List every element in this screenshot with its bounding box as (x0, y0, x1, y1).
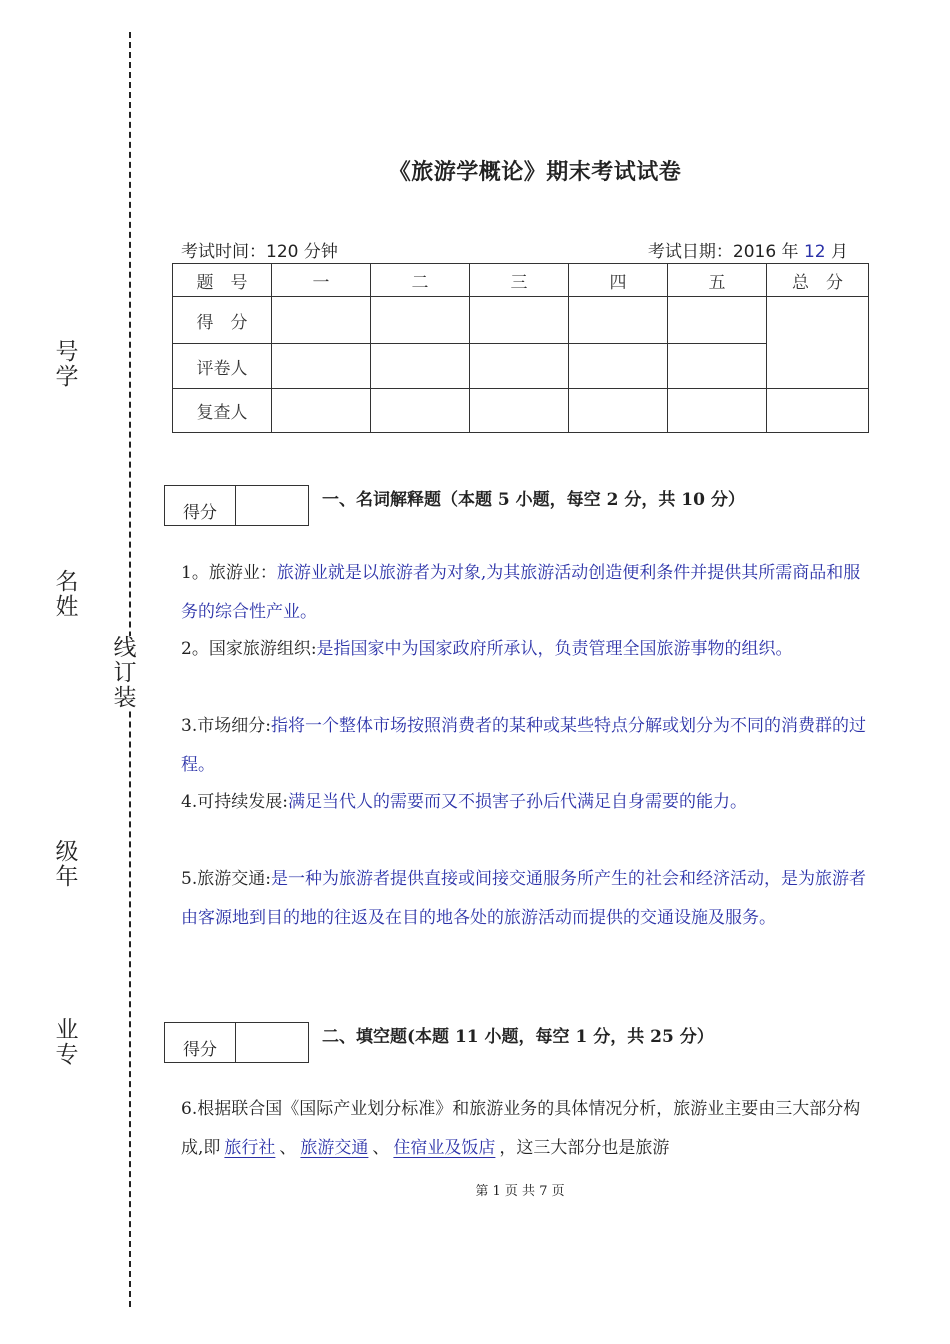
section-score-box (164, 485, 309, 526)
section-2-title: 二、填空题(本题 11 小题，每空 1 分，共 25 分） (322, 1027, 714, 1047)
score-box-value[interactable] (236, 1023, 308, 1062)
header-cell: 四 (569, 264, 668, 297)
definition-term: 5.旅游交通: (181, 869, 271, 889)
definition-term: 3.市场细分: (181, 716, 271, 736)
score-table-row (173, 297, 869, 344)
definition-answer: 满足当代人的需要而又不损害子孙后代满足自身需要的能力。 (287, 792, 747, 812)
score-cell[interactable] (569, 344, 668, 389)
score-box-label: 得分 (165, 486, 236, 525)
score-cell[interactable] (569, 297, 668, 344)
definition-answer: 是指国家中为国家政府所承认，负责管理全国旅游事物的组织。 (316, 639, 793, 659)
score-cell[interactable] (767, 389, 869, 433)
definition-answer: 旅游业就是以旅游者为对象,为其旅游活动创造便利条件并提供其所需商品和服务的综合性产业。 (181, 563, 861, 622)
score-cell[interactable] (272, 389, 371, 433)
exam-date-suffix: 月 (825, 242, 848, 262)
section-score-box (164, 1022, 309, 1063)
question-text: 6.根据联合国《国际产业划分标准》和旅游业务的具体情况分析，旅游业主要由三大部分构成,即 (181, 1099, 861, 1158)
definition-term: 1。旅游业： (181, 563, 277, 583)
score-cell[interactable] (272, 297, 371, 344)
score-cell[interactable] (371, 389, 470, 433)
score-table-row (173, 389, 869, 433)
score-cell[interactable] (470, 389, 569, 433)
definition-item (181, 554, 871, 631)
score-cell[interactable] (371, 344, 470, 389)
score-table (172, 263, 869, 433)
row-label: 评卷人 (173, 344, 272, 389)
score-table-header-row (173, 264, 869, 297)
separator: 、 (372, 1137, 390, 1158)
exam-time: 考试时间：120 分钟 (181, 242, 338, 262)
name-label: 名 姓 (55, 569, 79, 620)
score-cell[interactable] (668, 389, 767, 433)
answer-blank[interactable]: 旅游交通 (300, 1137, 369, 1158)
answer-blank[interactable]: 住宿业及饭店 (393, 1137, 496, 1158)
definition-term: 4.可持续发展: (181, 792, 288, 812)
score-table-row (173, 344, 869, 389)
score-cell[interactable] (272, 344, 371, 389)
student-id-label: 号 学 (55, 339, 79, 390)
grade-label: 级 年 (55, 839, 79, 890)
page-footer: 第 1 页 共 7 页 (475, 1184, 565, 1199)
major-label: 业 专 (55, 1017, 79, 1068)
header-cell: 二 (371, 264, 470, 297)
definition-item (181, 707, 871, 784)
definition-item (181, 783, 871, 822)
exam-title: 《旅游学概论》期末考试试卷 (388, 159, 682, 185)
fill-blank-question (181, 1090, 871, 1167)
definition-answer: 指将一个整体市场按照消费者的某种或某些特点分解或划分为不同的消费群的过程。 (181, 716, 866, 775)
separator: 、 (279, 1137, 297, 1158)
answer-blank[interactable]: 旅行社 (224, 1137, 276, 1158)
row-label: 复查人 (173, 389, 272, 433)
score-cell[interactable] (470, 297, 569, 344)
question-text: ，这三大部分也是旅游 (499, 1137, 670, 1158)
header-cell: 五 (668, 264, 767, 297)
definition-term: 2。国家旅游组织: (181, 639, 317, 659)
binding-line-label: 线 订 装 (110, 636, 140, 711)
section-1-title: 一、名词解释题（本题 5 小题，每空 2 分，共 10 分） (322, 490, 745, 510)
score-cell[interactable] (371, 297, 470, 344)
definition-item (181, 630, 871, 669)
header-cell: 三 (470, 264, 569, 297)
score-cell[interactable] (668, 297, 767, 344)
score-cell[interactable] (470, 344, 569, 389)
exam-date (648, 237, 848, 262)
header-cell: 一 (272, 264, 371, 297)
score-box-value[interactable] (236, 486, 308, 525)
score-box-label: 得分 (165, 1023, 236, 1062)
exam-date-month: 12 (803, 242, 826, 262)
header-cell: 题 号 (173, 264, 272, 297)
score-cell[interactable] (569, 389, 668, 433)
header-cell: 总 分 (767, 264, 869, 297)
definition-item (181, 860, 871, 937)
score-cell[interactable] (668, 344, 767, 389)
row-label: 得 分 (173, 297, 272, 344)
definition-answer: 是一种为旅游者提供直接或间接交通服务所产生的社会和经济活动，是为旅游者由客源地到目的地的往返及在目的地各处的旅游活动而提供的交通设施及服务。 (181, 869, 866, 928)
exam-date-prefix: 考试日期：2016 年 (647, 242, 804, 262)
total-score-cell[interactable] (767, 297, 869, 389)
